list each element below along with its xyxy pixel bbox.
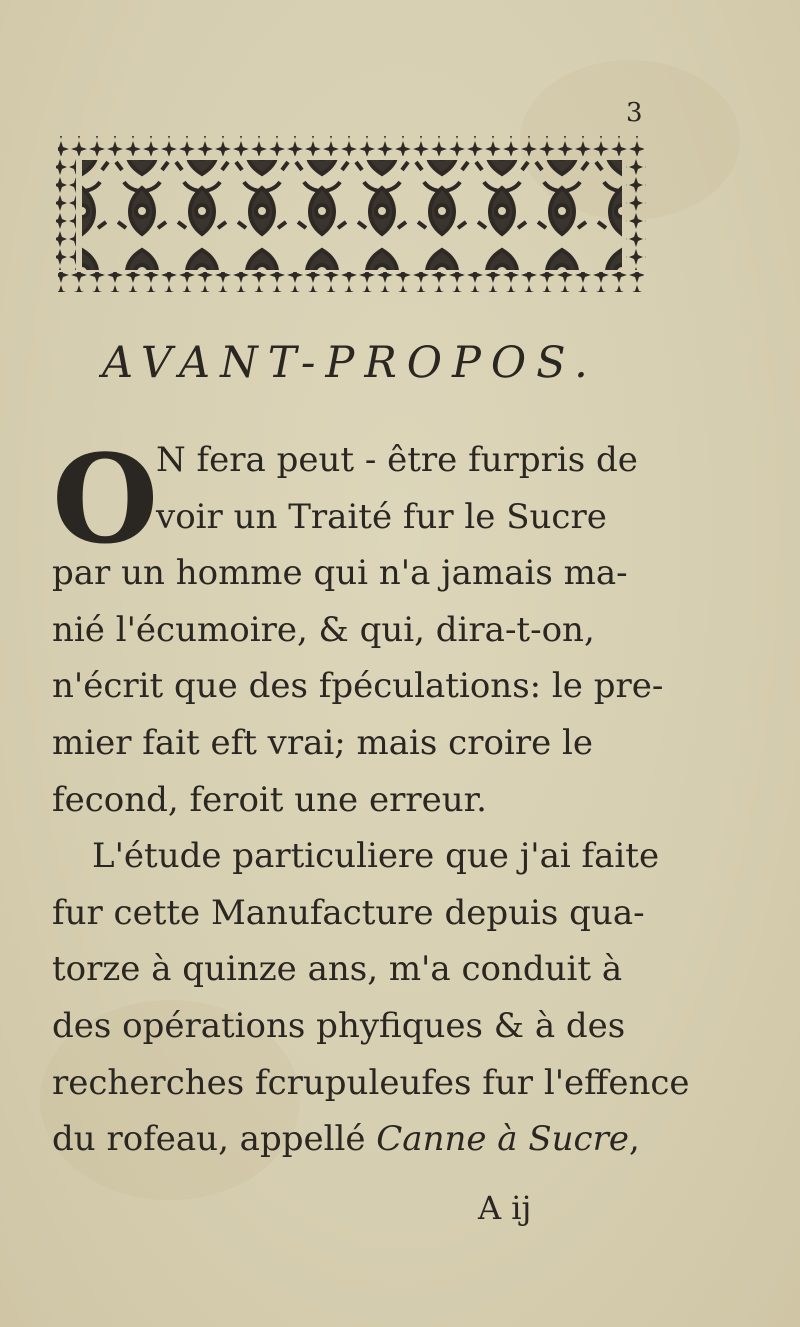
- text-run: ,: [628, 1119, 640, 1160]
- text-line: des opérations phyfiques & à des: [52, 1005, 626, 1046]
- text-line: par un homme qui n'a jamais ma-: [52, 553, 628, 594]
- text-line: fecond, feroit une erreur.: [52, 779, 487, 820]
- signature-mark: A ij: [478, 1189, 532, 1227]
- body-text: [52, 427, 690, 1168]
- text-line: nié l'écumoire, & qui, dira-t-on,: [52, 609, 595, 650]
- text-run: du rofeau, appellé: [52, 1119, 377, 1160]
- text-line: torze à quinze ans, m'a conduit à: [52, 949, 623, 990]
- text-line: L'étude particuliere que j'ai faite: [92, 836, 660, 877]
- text-line: [52, 1111, 652, 1168]
- text-line: voir un Traité fur le Sucre: [156, 496, 607, 537]
- text-line: N fera peut - être furpris de: [156, 440, 638, 480]
- page-number: 3: [626, 98, 643, 128]
- text-line: fur cette Manufacture depuis qua-: [52, 892, 645, 933]
- decorative-headband: [52, 122, 650, 302]
- text-line: recherches fcrupuleufes fur l'effence: [52, 1062, 690, 1103]
- text-line: n'écrit que des fpéculations: le pre-: [52, 666, 664, 707]
- italic-term: Canne à Sucre: [376, 1119, 629, 1160]
- section-heading: AVANT-PROPOS.: [102, 338, 598, 388]
- text-line: mier fait eft vrai; mais croire le: [52, 722, 593, 763]
- drop-cap: O: [52, 427, 159, 571]
